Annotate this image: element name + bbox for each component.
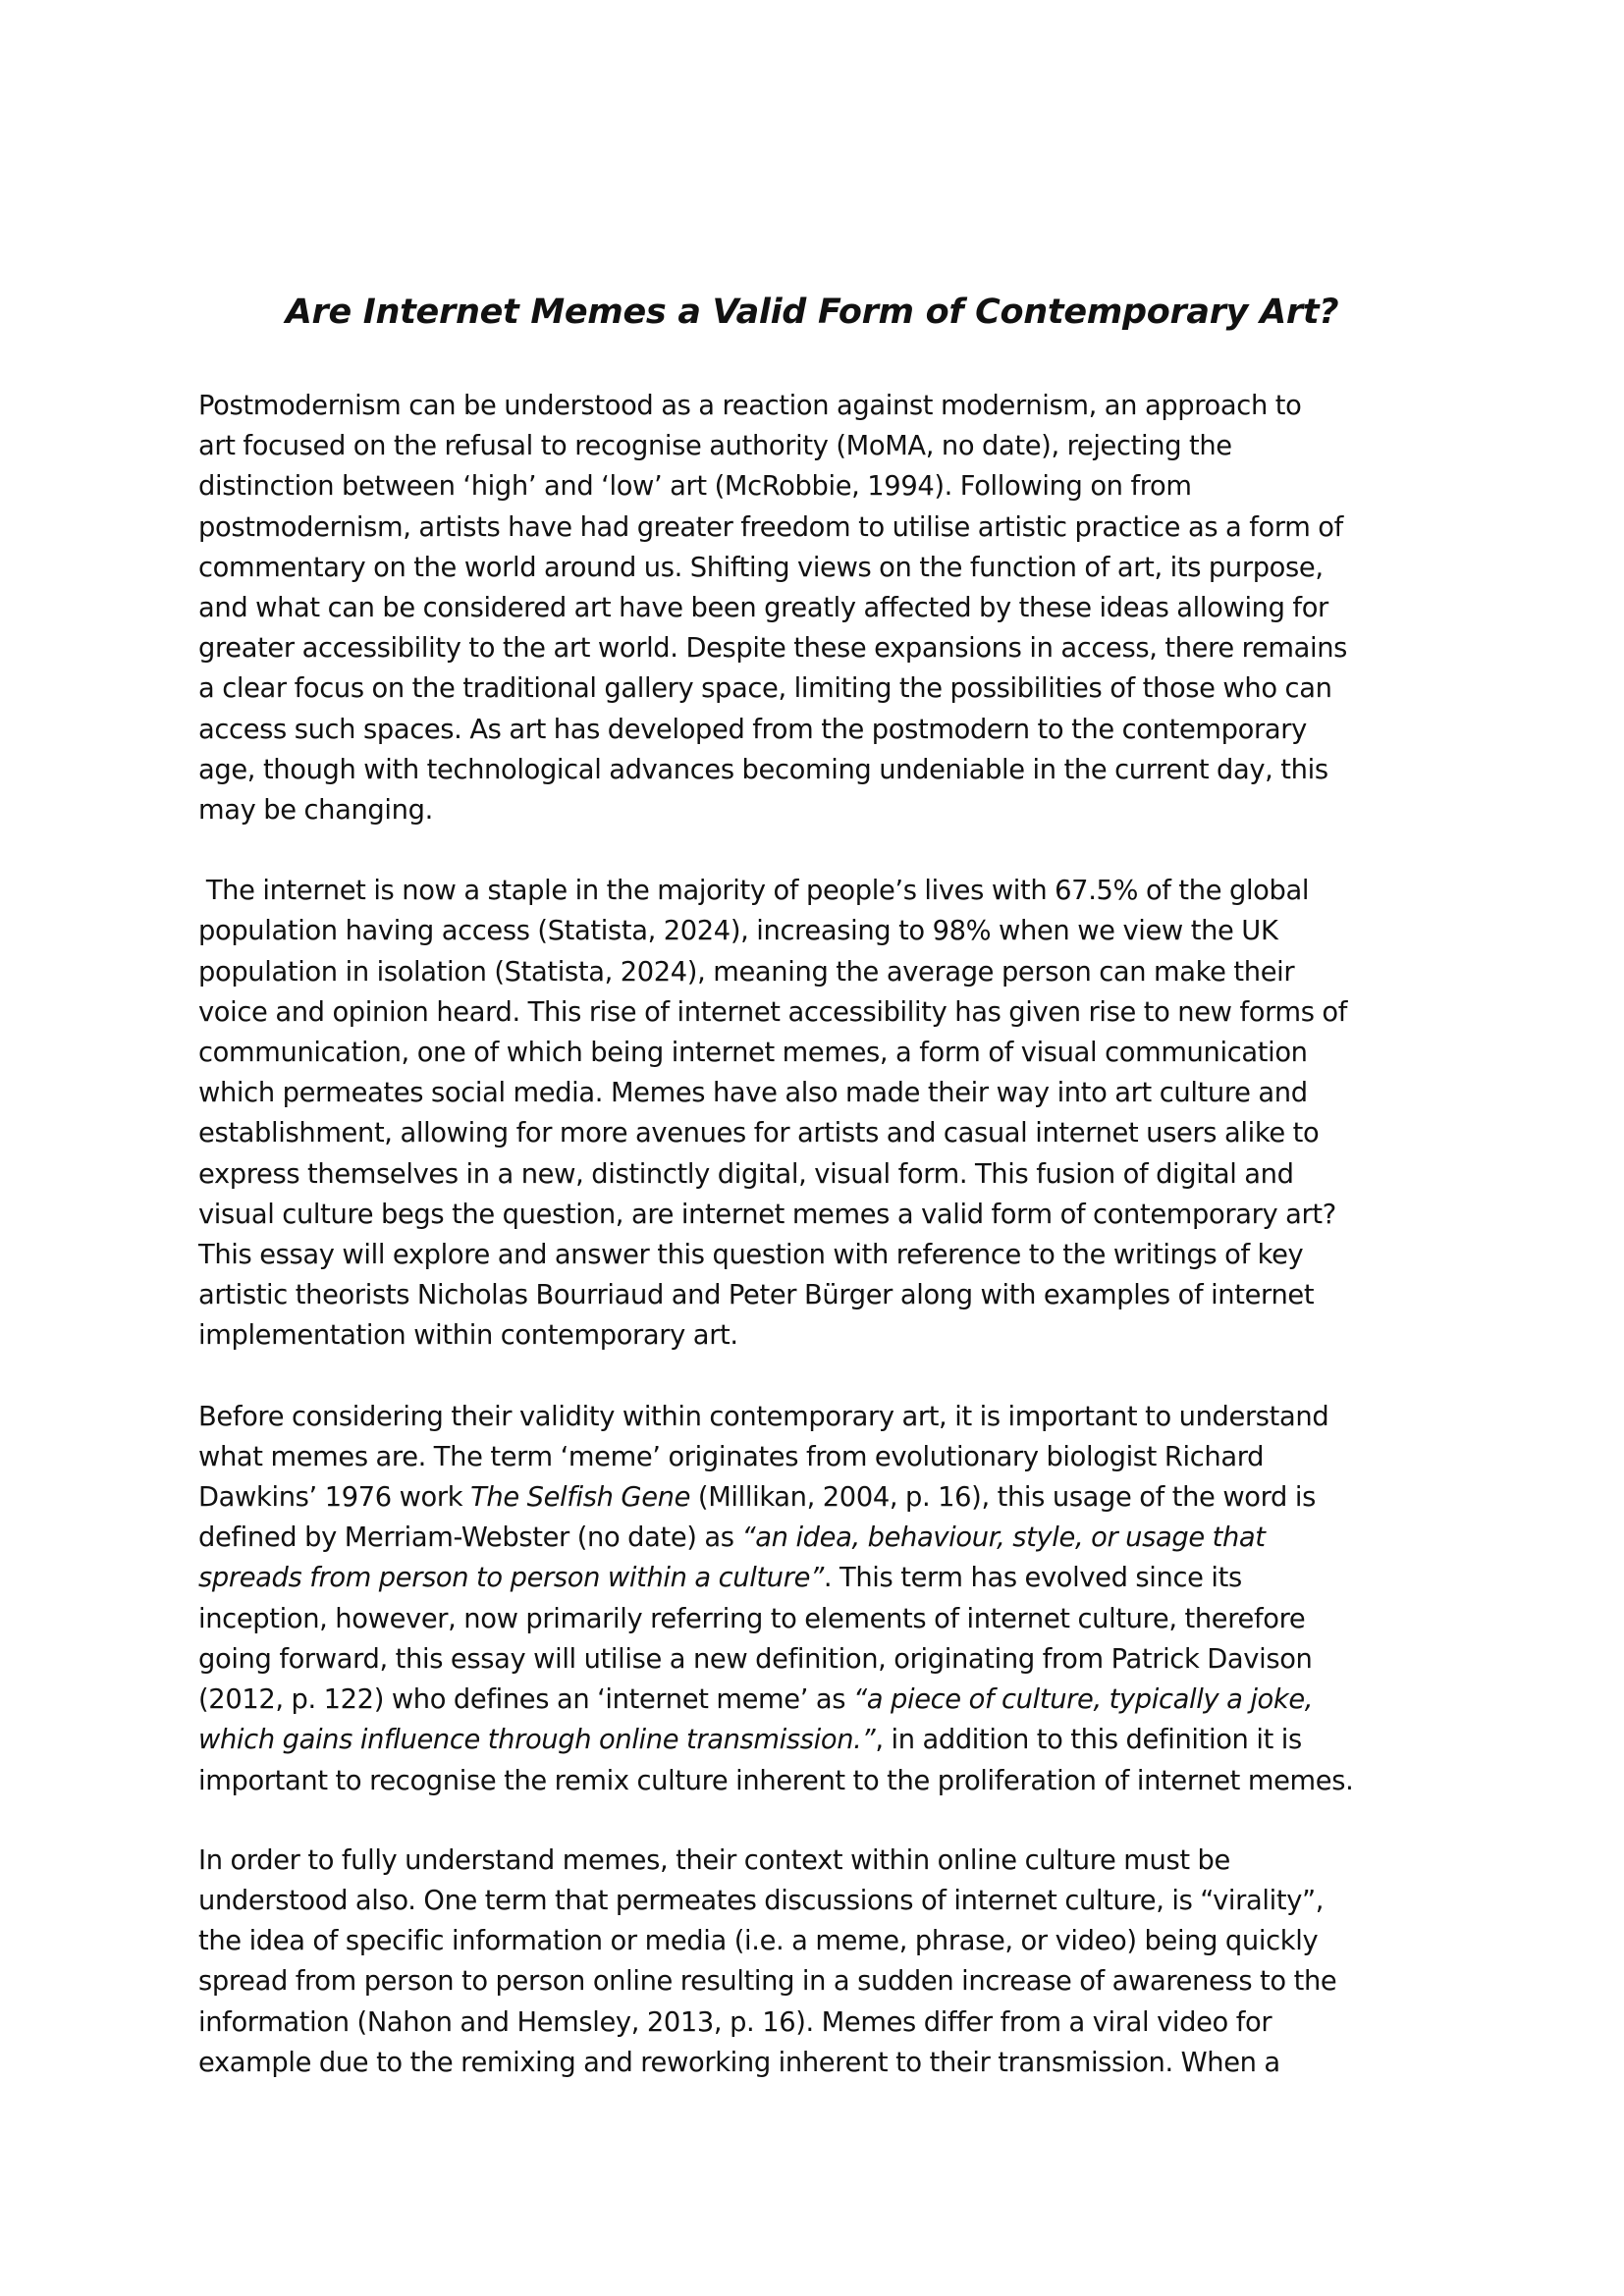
text-line: voice and opinion heard. This rise of internet accessibility has given rise to new forms of bbox=[198, 996, 1348, 1028]
text-line: artistic theorists Nicholas Bourriaud and Peter Bürger along with examples of internet bbox=[198, 1280, 1315, 1311]
text-line: This essay will explore and answer this question with reference to the writings of key bbox=[198, 1240, 1304, 1271]
text-line: example due to the remixing and reworking inherent to their transmission. When a bbox=[198, 2047, 1280, 2078]
text-line: Postmodernism can be understood as a reaction against modernism, an approach to bbox=[198, 391, 1302, 421]
text-line: access such spaces. As art has developed from the postmodern to the contemporary bbox=[198, 714, 1307, 745]
text-run: (Millikan, 2004, p. 16), this usage of the word is bbox=[690, 1482, 1316, 1514]
text-line: population in isolation (Statista, 2024), meaning the average person can make their bbox=[198, 956, 1295, 988]
text-line: what memes are. The term ‘meme’ originates from evolutionary biologist Richard bbox=[198, 1441, 1265, 1472]
text-line bbox=[198, 1558, 1445, 1598]
text-line: The internet is now a staple in the majority of people’s lives with 67.5% of the global bbox=[198, 876, 1310, 907]
text-line bbox=[198, 1477, 1445, 1518]
text-line: implementation within contemporary art. bbox=[198, 1320, 738, 1352]
text-line: the idea of specific information or media (i.e. a meme, phrase, or video) being quickly bbox=[198, 1926, 1319, 1957]
essay-title: Are Internet Memes a Valid Form of Contemporary Art? bbox=[285, 293, 1339, 332]
text-run: Dawkins’ 1976 work bbox=[198, 1482, 471, 1514]
quote-emphasis: which gains influence through online transmission.” bbox=[198, 1725, 876, 1756]
text-run: , in addition to this definition it is bbox=[875, 1725, 1302, 1756]
text-run: (2012, p. 122) who defines an ‘internet meme’ as bbox=[198, 1684, 853, 1716]
text-line: may be changing. bbox=[198, 795, 433, 827]
text-line: postmodernism, artists have had greater freedom to utilise artistic practice as a form of bbox=[198, 511, 1343, 543]
text-line: art focused on the refusal to recognise authority (MoMA, no date), rejecting the bbox=[198, 431, 1232, 462]
paragraph-1 bbox=[198, 386, 1445, 830]
paragraph-4 bbox=[198, 1841, 1445, 2083]
text-line: greater accessibility to the art world. Despite these expansions in access, there remains bbox=[198, 633, 1348, 665]
text-line: communication, one of which being internet memes, a form of visual communication bbox=[198, 1038, 1308, 1069]
text-line: inception, however, now primarily referring to elements of internet culture, therefore bbox=[198, 1603, 1306, 1634]
quote-emphasis: “an idea, behaviour, style, or usage that bbox=[741, 1522, 1266, 1554]
text-line: express themselves in a new, distinctly digital, visual form. This fusion of digital and bbox=[198, 1158, 1294, 1190]
text-line: population having access (Statista, 2024), increasing to 98% when we view the UK bbox=[198, 916, 1278, 947]
text-line: Before considering their validity within contemporary art, it is important to understand bbox=[198, 1401, 1329, 1432]
text-line: information (Nahon and Hemsley, 2013, p. 16). Memes differ from a viral video for bbox=[198, 2006, 1272, 2038]
text-line: a clear focus on the traditional gallery space, limiting the possibilities of those who can bbox=[198, 673, 1332, 705]
text-line bbox=[198, 1680, 1445, 1720]
essay-body bbox=[198, 386, 1445, 2083]
text-line: distinction between ‘high’ and ‘low’ art (McRobbie, 1994). Following on from bbox=[198, 471, 1192, 503]
text-line: visual culture begs the question, are internet memes a valid form of contemporary art? bbox=[198, 1199, 1336, 1230]
quote-emphasis: spreads from person to person within a culture” bbox=[198, 1563, 824, 1594]
text-line: spread from person to person online resulting in a sudden increase of awareness to the bbox=[198, 1966, 1337, 1998]
text-line: age, though with technological advances becoming undeniable in the current day, this bbox=[198, 754, 1328, 785]
text-line: and what can be considered art have been greatly affected by these ideas allowing for bbox=[198, 593, 1328, 624]
text-line: commentary on the world around us. Shifting views on the function of art, its purpose, bbox=[198, 552, 1324, 583]
paragraph-3 bbox=[198, 1397, 1445, 1801]
quote-emphasis: “a piece of culture, typically a joke, bbox=[852, 1684, 1314, 1716]
text-line: In order to fully understand memes, their context within online culture must be bbox=[198, 1844, 1230, 1876]
book-title-emphasis: The Selfish Gene bbox=[470, 1482, 691, 1514]
text-line: going forward, this essay will utilise a new definition, originating from Patrick Davison bbox=[198, 1643, 1313, 1675]
text-run: . This term has evolved since its bbox=[823, 1563, 1242, 1594]
text-line bbox=[198, 1518, 1445, 1558]
paragraph-2 bbox=[198, 871, 1445, 1356]
text-line: important to recognise the remix culture inherent to the proliferation of internet memes. bbox=[198, 1765, 1354, 1796]
text-line: establishment, allowing for more avenues for artists and casual internet users alike to bbox=[198, 1118, 1320, 1149]
text-run: defined by Merriam-Webster (no date) as bbox=[198, 1522, 742, 1554]
text-line bbox=[198, 1720, 1445, 1760]
text-line: which permeates social media. Memes have also made their way into art culture and bbox=[198, 1078, 1308, 1109]
text-line: understood also. One term that permeates discussions of internet culture, is “virality”, bbox=[198, 1885, 1325, 1916]
